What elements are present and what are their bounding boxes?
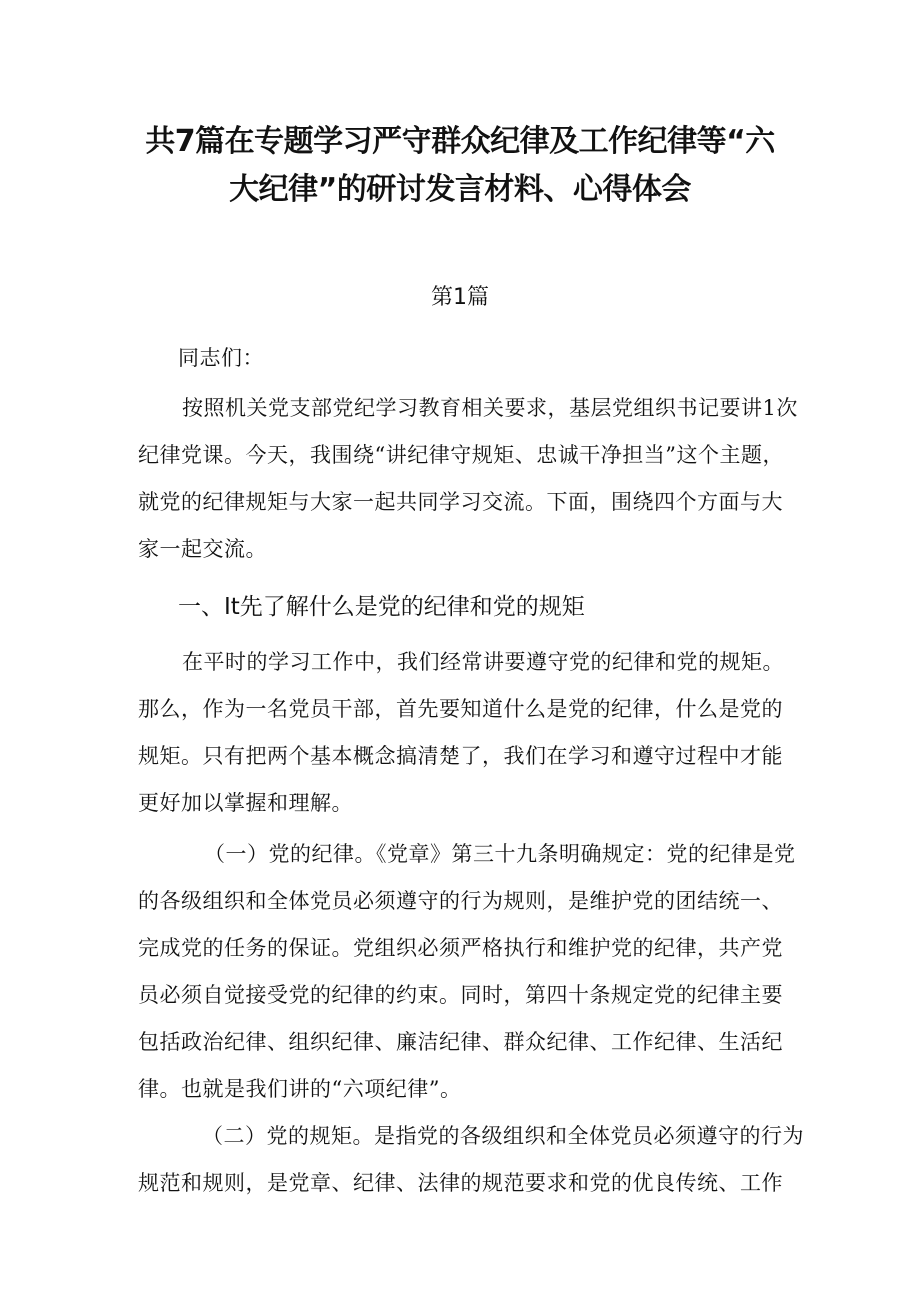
paragraph-line: 家一起交流。 — [138, 537, 267, 561]
paragraph-line: 纪律党课。今天，我围绕“讲纪律守规矩、忠诚干净担当”这个主题， — [138, 443, 784, 467]
paragraph-line: 的各级组织和全体党员必须遵守的行为规则，是维护党的团结统一、 — [138, 889, 783, 913]
paragraph-line: 规矩。只有把两个基本概念搞清楚了，我们在学习和遵守过程中才能 — [138, 744, 783, 768]
paragraph-line: 就党的纪律规矩与大家一起共同学习交流。下面，围绕四个方面与大 — [138, 490, 783, 514]
document-title-line-2: 大纪律”的研讨发言材料、心得体会 — [229, 172, 691, 207]
paragraph-line: 包括政治纪律、组织纪律、廉洁纪律、群众纪律、工作纪律、生活纪 — [138, 1030, 783, 1054]
paragraph-line: 规范和规则，是党章、纪律、法律的规范要求和党的优良传统、工作 — [138, 1171, 783, 1195]
paragraph-line: 律。也就是我们讲的“六项纪律”。 — [138, 1077, 462, 1101]
paragraph-line: 在平时的学习工作中，我们经常讲要遵守党的纪律和党的规矩。 — [182, 650, 784, 674]
document-title-line-1: 共7篇在专题学习严守群众纪律及工作纪律等“六 — [145, 124, 775, 159]
paragraph-line: 那么，作为一名党员干部，首先要知道什么是党的纪律，什么是党的 — [138, 697, 783, 721]
paragraph-line: （二）党的规矩。是指党的各级组织和全体党员必须遵守的行为 — [202, 1124, 804, 1148]
paragraph-line: 按照机关党支部党纪学习教育相关要求，基层党组织书记要讲1次 — [182, 396, 798, 420]
section-heading-1: 一、It先了解什么是党的纪律和党的规矩 — [178, 594, 585, 620]
paragraph-line: 员必须自觉接受党的纪律的约束。同时，第四十条规定党的纪律主要 — [138, 983, 783, 1007]
section-label: 第1篇 — [431, 285, 489, 310]
paragraph-line: （一）党的纪律。《党章》第三十九条明确规定：党的纪律是党 — [204, 842, 796, 866]
paragraph-line: 完成党的任务的保证。党组织必须严格执行和维护党的纪律，共产党 — [138, 936, 783, 960]
salutation-text: 同志们： — [178, 346, 264, 370]
paragraph-line: 更好加以掌握和理解。 — [138, 791, 353, 815]
